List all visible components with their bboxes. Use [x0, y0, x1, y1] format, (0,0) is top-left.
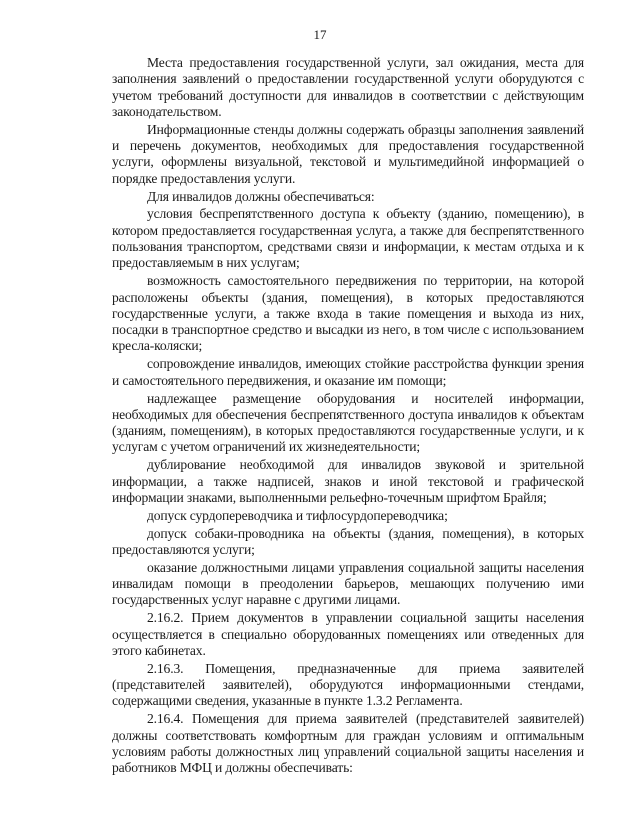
document-body — [112, 55, 584, 778]
page-number: 17 — [313, 27, 327, 42]
paragraph-disabled-intro: Для инвалидов должны обеспечиваться: — [147, 188, 375, 204]
list-item-unobstructed-access: условия беспрепятственного доступа к объекту (зданию, помещению), в котором предоставляется государственная услуга, а также для беспрепятственного пользования транспортом, средствами связи и информации, к местам отдыха и к предоставляемым в них услугам; — [112, 206, 584, 271]
list-item-independent-movement: возможность самостоятельного передвижения по территории, на которой расположены объекты (здания, помещения), в которых предоставляются государственные услуги, а также входа в такие помещения и выхода из них, посадки в транспортное средство и высадки из него, в том числе с использованием кресла-коляски; — [112, 273, 584, 354]
paragraph-2-16-3: 2.16.3. Помещения, предназначенные для приема заявителей (представителей заявителей), оборудуются информационными стендами, содержащими сведения, указанные в пункте 1.3.2 Регламента. — [112, 660, 584, 709]
paragraph-2-16-4: 2.16.4. Помещения для приема заявителей (представителей заявителей) должны соответствовать комфортным для граждан условиям и оптимальным условиям работы должностных лиц управлений социальной защиты населения и работников МФЦ и должны обеспечивать: — [112, 711, 584, 776]
paragraph-info-stands: Информационные стенды должны содержать образцы заполнения заявлений и перечень документов, необходимых для предоставления государственной услуги, оформлены визуальной, текстовой и мультимедийной информацией о порядке предоставления услуги. — [112, 121, 584, 186]
paragraph-2-16-2: 2.16.2. Прием документов в управлении социальной защиты населения осуществляется в специально оборудованных помещениях или отведенных для этого кабинетах. — [112, 610, 584, 658]
list-item-guide-dog: допуск собаки-проводника на объекты (здания, помещения), в которых предоставляются услуги; — [112, 525, 584, 557]
list-item-sign-interpreter: допуск сурдопереводчика и тифлосурдопереводчика; — [147, 507, 448, 523]
paragraph-accessibility-places: Места предоставления государственной услуги, зал ожидания, места для заполнения заявлений о предоставлении государственной услуги оборудуются с учетом требований доступности для инвалидов в соответствии с действующим законодательством. — [112, 55, 584, 119]
list-item-escort: сопровождение инвалидов, имеющих стойкие расстройства функции зрения и самостоятельного передвижения, и оказание им помощи; — [112, 356, 584, 388]
list-item-staff-assistance: оказание должностными лицами управления социальной защиты населения инвалидам помощи в преодолении барьеров, мешающих получению ими государственных услуг наравне с другими лицами. — [112, 559, 584, 608]
list-item-equipment-placement: надлежащее размещение оборудования и носителей информации, необходимых для обеспечения беспрепятственного доступа инвалидов к объектам (зданиям, помещениям), в которых предоставляются государственные услуги, и к услугам с учетом ограничений их жизнедеятельности; — [112, 390, 584, 455]
list-item-braille-duplication: дублирование необходимой для инвалидов звуковой и зрительной информации, а также надписей, знаков и иной текстовой и графической информации знаками, выполненными рельефно-точечным шрифтом Брайля; — [112, 457, 584, 505]
